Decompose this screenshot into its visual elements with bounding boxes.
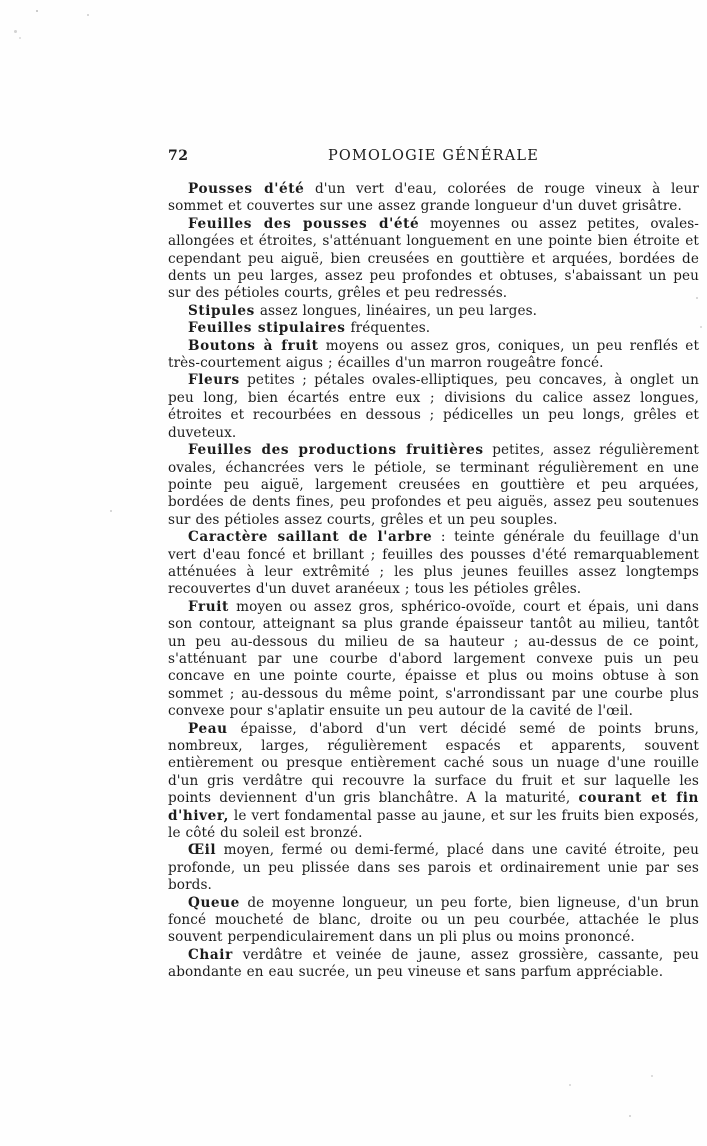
description-paragraph	[168, 320, 699, 337]
lead-term: Peau	[188, 720, 228, 737]
lead-term: Stipules	[188, 302, 255, 319]
paragraph-text: verdâtre et veinée de jaune, assez grossière, cassante, peu abondante en eau sucrée, un peu vineuse et sans parfum appréciable.	[168, 946, 699, 981]
paragraph-text: moyen, fermé ou demi-fermé, placé dans une cavité étroite, peu profonde, un peu plissée dans ses parois et ordinairement unie par ses bords.	[168, 842, 699, 894]
lead-term: Fruit	[188, 598, 229, 615]
lead-term: Fleurs	[188, 372, 240, 389]
text-block	[168, 148, 699, 982]
scan-speck	[696, 297, 698, 299]
lead-term: Feuilles des pousses d'été	[188, 215, 420, 232]
scan-speck	[651, 1075, 653, 1077]
lead-term: Feuilles des productions fruitières	[188, 442, 484, 459]
page-header	[168, 148, 699, 166]
scan-speck	[19, 37, 21, 39]
scan-speck	[14, 30, 17, 33]
description-paragraph	[168, 181, 699, 216]
lead-term: Caractère saillant de l'arbre	[188, 529, 433, 546]
paragraph-text: : teinte générale du feuillage d'un vert d'eau foncé et brillant ; feuilles des pousses d'été remarquablement atténuées à leur extrêmité ; les plus jeunes feuilles assez longtemps recouvertes d'un duvet aranéeux ; tous les pétioles grêles.	[168, 529, 699, 598]
paragraph-text: épaisse, d'abord d'un vert décidé semé de points bruns, nombreux, larges, régulièrement espacés et apparents, souvent entièrement ou presque entièrement caché sous un nuage d'une rouille d'un gris verdâtre qui recouvre la surface du fruit et sur laquelle les points deviennent d'un gris blanchâtre. A la maturité,	[168, 720, 699, 807]
paragraph-text: moyennes ou assez petites, ovales-allongées et étroites, s'atténuant longuement en une pointe bien étroite et cependant peu aiguë, bien creusées en gouttière et arquées, bordées de dents un peu larges, assez peu profondes et obtuses, s'abaissant un peu sur des pétioles courts, grêles et peu redressés.	[168, 215, 699, 302]
description-paragraph	[168, 947, 699, 982]
scan-speck	[700, 326, 702, 328]
paragraph-text: de moyenne longueur, un peu forte, bien ligneuse, d'un brun foncé moucheté de blanc, droite ou un peu courbée, attachée le plus souvent perpendiculairement dans un pli plus ou moins prononcé.	[168, 894, 699, 946]
lead-term: Queue	[188, 894, 240, 911]
lead-term: Pousses d'été	[188, 181, 305, 197]
lead-term: Œil	[188, 842, 217, 859]
scan-speck	[629, 1115, 631, 1117]
lead-term: Chair	[188, 946, 233, 963]
paragraph-text: le vert fondamental passe au jaune, et sur les fruits bien exposés, le côté du soleil est bronzé.	[168, 807, 699, 842]
lead-term: Boutons à fruit	[188, 337, 319, 354]
description-paragraph	[168, 599, 699, 721]
description-paragraph	[168, 216, 699, 303]
paragraph-text: moyen ou assez gros, sphérico-ovoïde, court et épais, uni dans son contour, atteignant sa plus grande épaisseur tantôt au milieu, tantôt un peu au-dessous du milieu de sa hauteur ; au-dessus de ce point, s'atténuant par une courbe d'abord largement convexe puis un peu concave en une pointe courte, épaisse et plus ou moins obtuse à son sommet ; au-dessous du même point, s'arrondissant par une courbe plus convexe pour s'aplatir ensuite un peu autour de la cavité de l'œil.	[168, 598, 699, 720]
paragraph-text: fréquentes.	[345, 320, 431, 337]
text-body	[168, 181, 699, 982]
description-paragraph	[168, 895, 699, 947]
description-paragraph	[168, 338, 699, 373]
scan-speck	[36, 10, 38, 12]
lead-term: courant et fin d'hiver,	[168, 790, 699, 824]
paragraph-text: petites ; pétales ovales-elliptiques, peu concaves, à onglet un peu long, bien écartés entre eux ; divisions du calice assez longues, étroites et recourbées en dessous ; pédicelles un peu longs, grêles et duveteux.	[168, 372, 699, 441]
paragraph-text: petites, assez régulièrement ovales, échancrées vers le pétiole, se terminant régulièrement en une pointe peu aiguë, largement creusées en gouttière et peu arquées, bordées de dents fines, peu profondes et peu aiguës, assez peu soutenues sur des pétioles assez courts, grêles et un peu souples.	[168, 442, 699, 528]
paragraph-text: assez longues, linéaires, un peu larges.	[254, 302, 538, 319]
description-paragraph	[168, 303, 699, 320]
paragraph-text: moyens ou assez gros, coniques, un peu renflés et très-courtement aigus ; écailles d'un marron rougeâtre foncé.	[168, 337, 700, 372]
description-paragraph	[168, 372, 699, 442]
lead-term: Feuilles stipulaires	[188, 320, 346, 337]
scan-speck	[87, 14, 89, 16]
description-paragraph	[168, 529, 699, 599]
description-paragraph	[168, 721, 699, 843]
running-head-title: POMOLOGIE GÉNÉRALE	[327, 148, 540, 164]
scan-speck	[110, 510, 112, 512]
paragraph-text: d'un vert d'eau, colorées de rouge vineux à leur sommet et couvertes sur une assez grande longueur d'un duvet grisâtre.	[168, 181, 699, 215]
description-paragraph	[168, 842, 699, 894]
page-number: 72	[168, 148, 189, 164]
scan-speck	[569, 1084, 571, 1086]
description-paragraph	[168, 442, 699, 529]
